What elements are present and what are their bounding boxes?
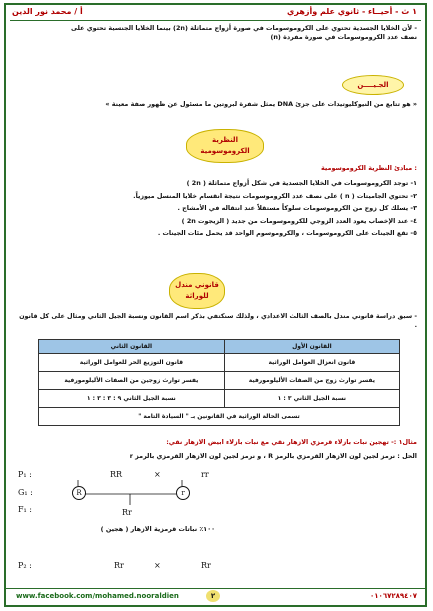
p1-parent-a: RR: [110, 470, 123, 479]
p1-label: P₁ :: [18, 470, 32, 479]
table-cell: نسبة الجيل الثاني ٩ : ٣ : ٣ : ١: [39, 390, 225, 408]
f1-offspring: Rr: [122, 508, 132, 517]
principles-title: : مبادئ النظرية الكروموسومية: [321, 164, 417, 172]
gene-badge: الجـيــــن: [342, 75, 404, 95]
example-title: مثال١ :- تهجين نبات بازلاء قرمزي الازهار نقي مع نبات بازلاء ابيض الازهار نقي:: [166, 438, 417, 446]
solution-line: الحل : نرمز لجين لون الازهار القرمزي بالرمز R ، و نرمز لجين لون الازهار القرمزي بالرمز r: [129, 452, 417, 460]
principle-item: ٥- تقع الجينات على الكروموسومات ، والكروموسوم الواحد قد يحمل مئات الجينات .: [157, 229, 417, 237]
principle-item: ٣- يسلك كل زوج من الكروموسومات سلوكاً مستقلاً عند انتقاله في الأمشاج .: [177, 204, 417, 212]
table-cell: يفسر توارث زوجين من الصفات الأليلومورفية: [39, 372, 225, 390]
g1-label: G₁ :: [18, 488, 33, 497]
document-page: [4, 3, 427, 607]
table-cell: نسبة الجيل الثاني ٣ : ١: [224, 390, 399, 408]
cross-sign: ×: [154, 470, 161, 479]
cross-sign-2: ×: [154, 561, 161, 570]
table-header-second-law: القانون الثاني: [39, 340, 225, 354]
intro-line: - لأن الخلايا الجسدية تحتوي على الكروموسومات في صورة أزواج متماثلة (2n) بينما الخلايا الجنسية تحتوي على: [71, 24, 417, 32]
principle-item: ٤- عند الإخصاب يعود العدد الزوجي للكروموسومات من جديد ( الزيجوت 2n ): [181, 216, 417, 225]
f1-label: F₁ :: [18, 505, 32, 514]
page-footer: [6, 588, 425, 605]
facebook-link[interactable]: www.facebook.com/mohamed.nooraldien: [16, 592, 179, 600]
cross-lines: [6, 5, 427, 607]
page-number: ٢: [206, 590, 220, 602]
table-header-first-law: القانون الأول: [224, 340, 399, 354]
gamete-a: R: [72, 486, 86, 500]
course-title: ١ ث - أحيــاء - ثانوي علم وأزهري: [287, 7, 417, 16]
p1-parent-b: rr: [201, 470, 209, 479]
gene-definition: « هو تتابع من النيوكليوتيدات على جزئ DNA يمثل شفرة لبروتين ما مسئول عن ظهور صفة معينة »: [105, 100, 417, 108]
table-cell: قانون انعزال العوامل الوراثية: [224, 354, 399, 372]
theory-badge: النظرية الكروموسومية: [186, 129, 264, 163]
p2-label: P₂ :: [18, 561, 32, 570]
principle-item: ١- توجد الكروموسومات في الخلايا الجسدية في شكل أزواج متماثلة ( 2n ): [186, 179, 417, 187]
mendel-badge: قانوني مندل للوراثة: [169, 273, 225, 309]
mendel-intro: - سبق دراسة قانوني مندل بالصف الثالث الاعدادي ، ولذلك سنكتفي بذكر اسم القانون ونسبة الجيل الثاني ومثال على كل قانون .: [19, 312, 417, 329]
f1-note: ١٠٠٪ نباتات قرمزية الازهار ( هجين ): [100, 525, 215, 533]
phone-number: ٠١٠٦٧٢٨٩٤٠٧: [370, 592, 417, 600]
author-name: أ / محمد نور الدين: [12, 7, 83, 16]
table-cell: يفسر توارث زوج من الصفات الأليلومورفية: [224, 372, 399, 390]
principle-item: ٢- تحتوي الجاميتات ( n ) على نصف عدد الكروموسومات نتيجة انقسام خلايا المنسل ميوزياً.: [133, 191, 417, 200]
p2-parent-a: Rr: [114, 561, 124, 570]
table-footer-cell: تسمى الحالة الوراثية في القانونين بـ " السيادة التامة ": [39, 408, 400, 426]
gamete-b: r: [176, 486, 190, 500]
table-cell: قانون التوزيع الحر للعوامل الوراثية: [39, 354, 225, 372]
intro-line: نصف عدد الكروموسومات في صورة مفردة (n): [270, 33, 417, 41]
p2-parent-b: Rr: [201, 561, 211, 570]
